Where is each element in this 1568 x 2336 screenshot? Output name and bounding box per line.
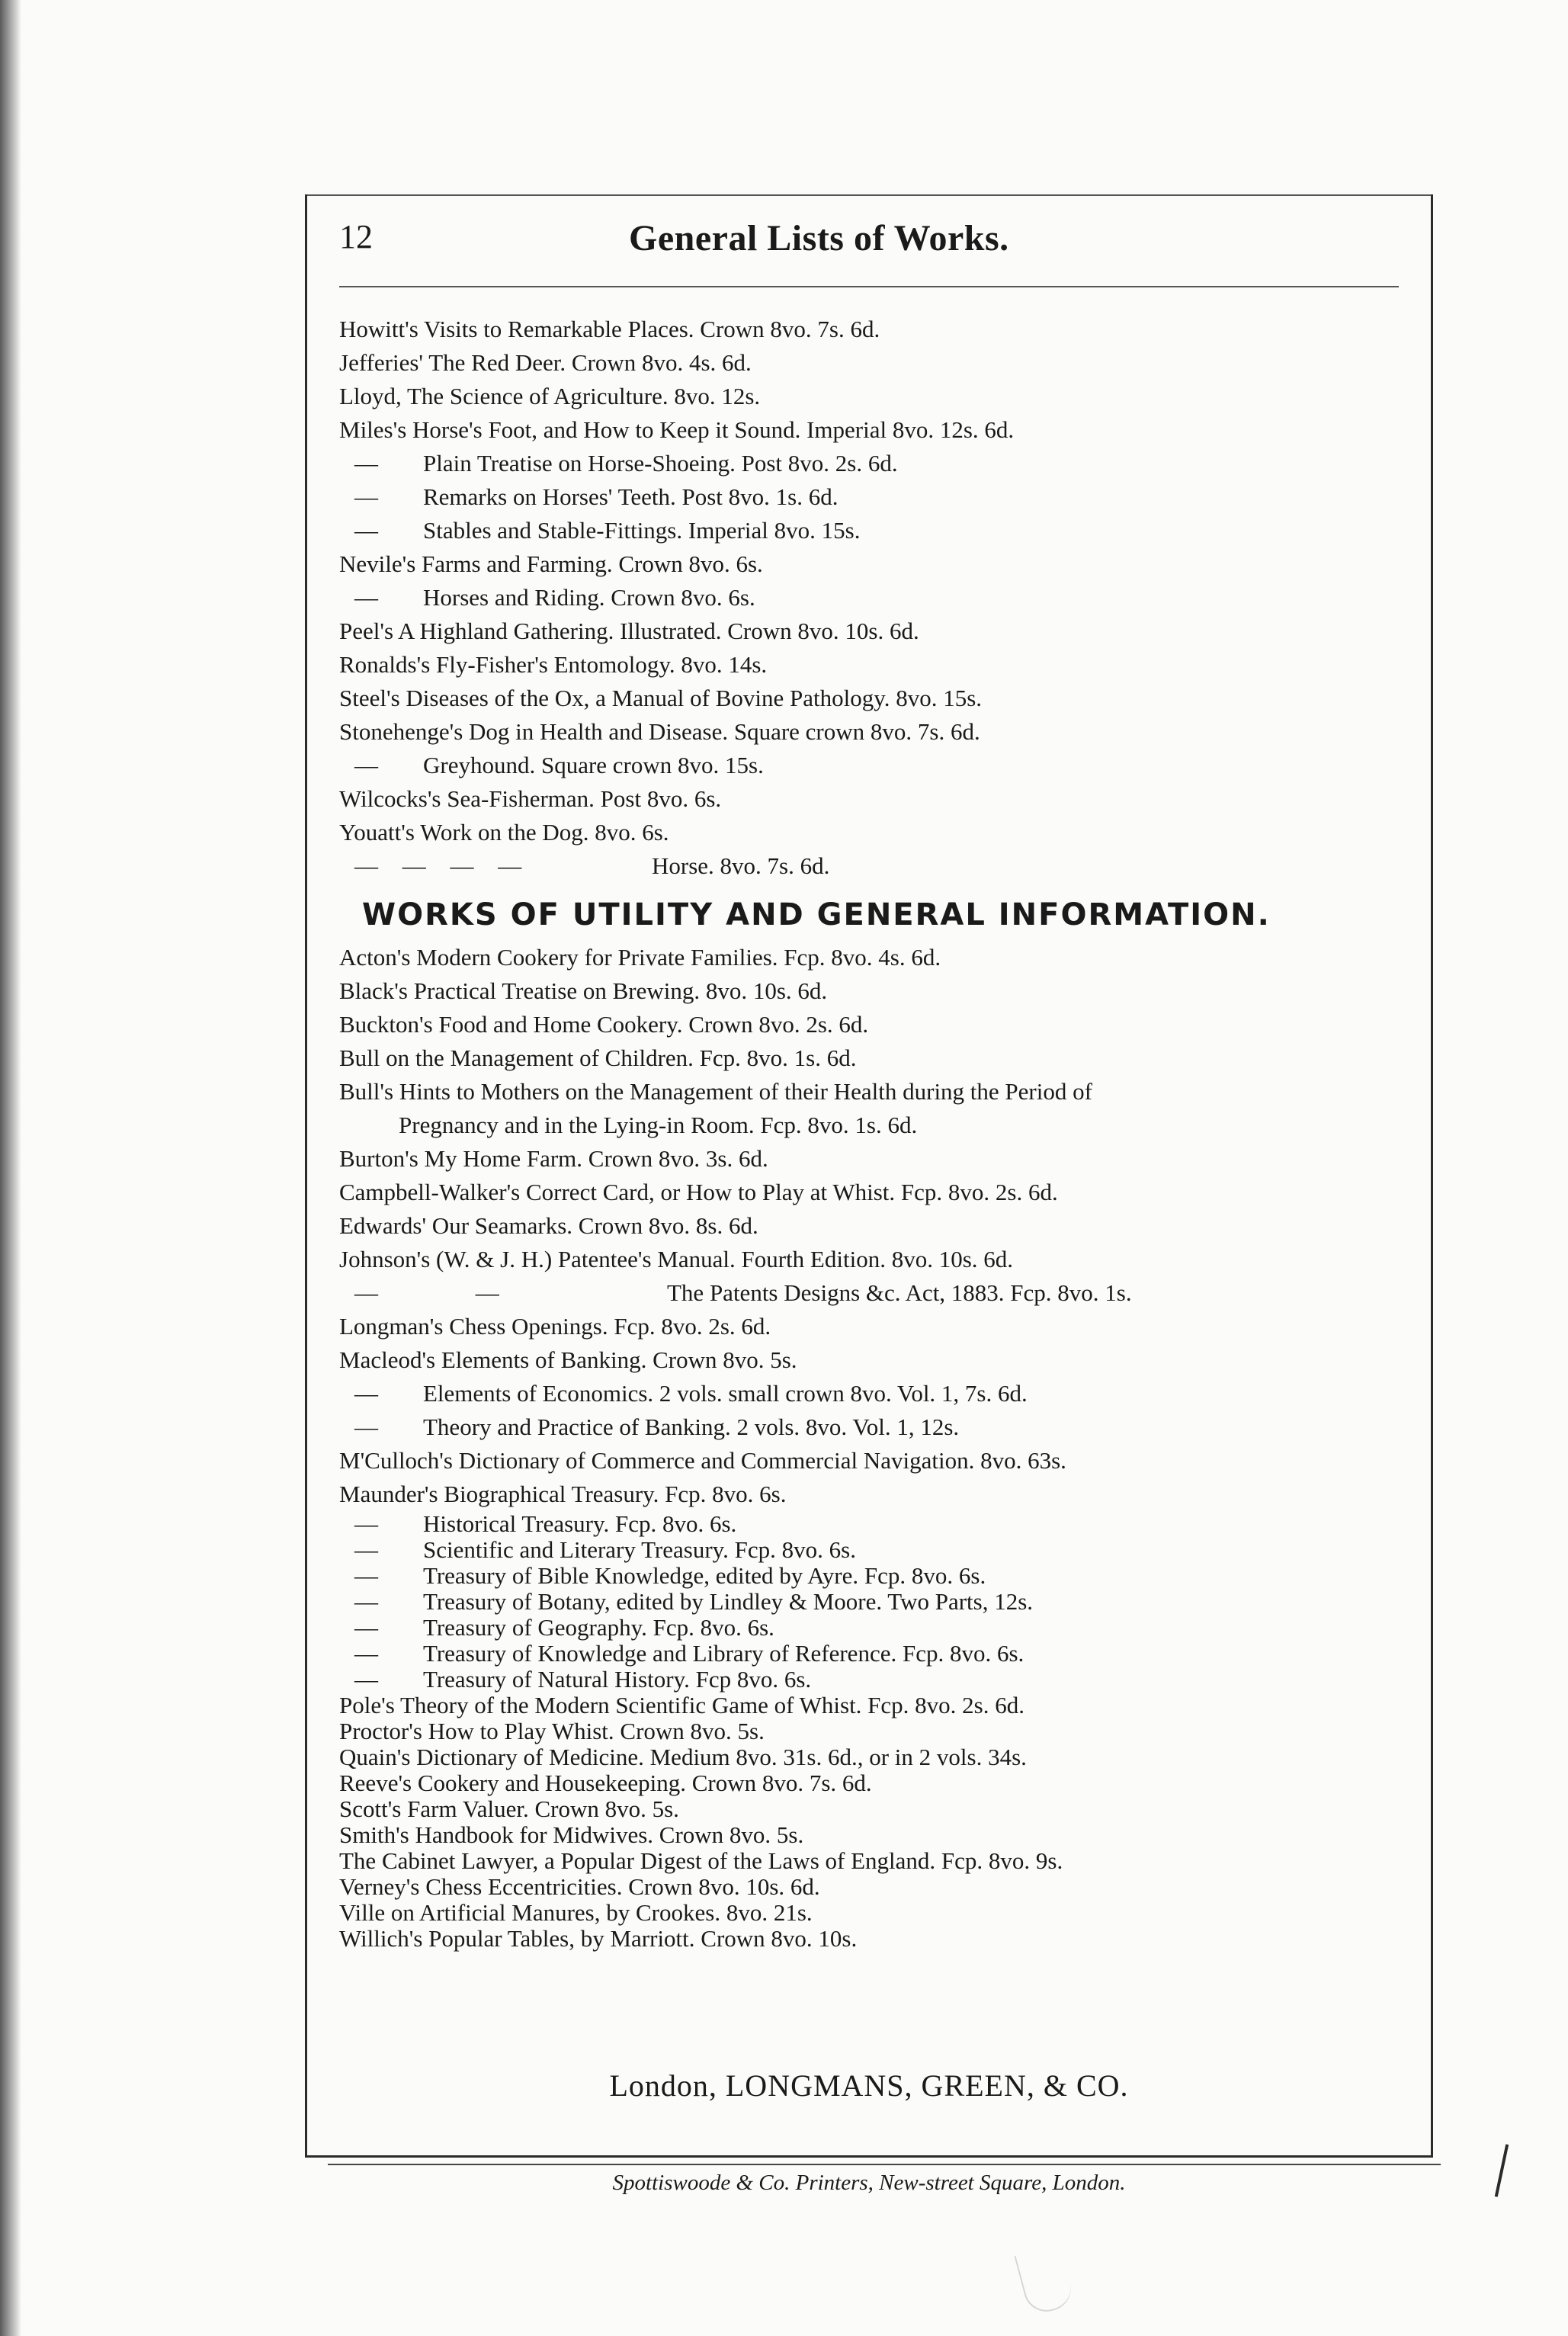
list-item bbox=[339, 413, 1422, 447]
ditto-dash: — bbox=[354, 1588, 378, 1615]
entry-text: Longman's Chess Openings. Fcp. 8vo. 2s. 6d. bbox=[339, 1313, 771, 1340]
list-item bbox=[339, 1377, 1422, 1410]
list-item bbox=[339, 1410, 1422, 1444]
entry-text: Quain's Dictionary of Medicine. Medium 8vo. 31s. 6d., or in 2 vols. 34s. bbox=[339, 1744, 1027, 1770]
entry-text: Proctor's How to Play Whist. Crown 8vo. 5s. bbox=[339, 1718, 765, 1744]
ditto-dash: — bbox=[354, 752, 378, 778]
list-item bbox=[339, 1770, 1422, 1796]
ditto-dash: — bbox=[354, 1413, 378, 1440]
ditto-dash: — bbox=[354, 483, 378, 510]
entry-text: Acton's Modern Cookery for Private Families. Fcp. 8vo. 4s. 6d. bbox=[339, 944, 941, 971]
page-header bbox=[339, 217, 1399, 278]
running-title: General Lists of Works. bbox=[629, 218, 1009, 258]
list-item bbox=[339, 1008, 1422, 1041]
ditto-dash: — — bbox=[354, 1279, 545, 1306]
list-item bbox=[339, 941, 1422, 974]
entry-text: Stonehenge's Dog in Health and Disease. Square crown 8vo. 7s. 6d. bbox=[339, 718, 980, 745]
list-item bbox=[339, 1310, 1422, 1343]
list-item bbox=[339, 313, 1422, 346]
entry-text: Edwards' Our Seamarks. Crown 8vo. 8s. 6d. bbox=[339, 1212, 758, 1239]
list-item bbox=[339, 1563, 1422, 1589]
entry-text: Macleod's Elements of Banking. Crown 8vo. 5s. bbox=[339, 1346, 797, 1373]
publisher-imprint: London, LONGMANS, GREEN, & CO. bbox=[609, 2068, 1129, 2103]
entry-text: Black's Practical Treatise on Brewing. 8vo. 10s. 6d. bbox=[339, 977, 828, 1004]
entry-text: Steel's Diseases of the Ox, a Manual of Bovine Pathology. 8vo. 15s. bbox=[339, 685, 983, 711]
ditto-dash: — bbox=[354, 1536, 378, 1563]
entry-text: Miles's Horse's Foot, and How to Keep it Sound. Imperial 8vo. 12s. 6d. bbox=[339, 416, 1015, 443]
entry-text: The Cabinet Lawyer, a Popular Digest of the Laws of England. Fcp. 8vo. 9s. bbox=[339, 1847, 1063, 1874]
list-item bbox=[339, 1176, 1422, 1209]
entry-text: Treasury of Geography. Fcp. 8vo. 6s. bbox=[423, 1614, 774, 1641]
list-item bbox=[339, 1589, 1422, 1615]
list-item bbox=[339, 1511, 1422, 1537]
page-number: 12 bbox=[339, 218, 373, 255]
list-item bbox=[339, 1343, 1422, 1377]
entry-text: Willich's Popular Tables, by Marriott. Crown 8vo. 10s. bbox=[339, 1925, 858, 1952]
list-item bbox=[339, 480, 1422, 514]
entry-text: Wilcocks's Sea-Fisherman. Post 8vo. 6s. bbox=[339, 785, 722, 812]
ditto-dash: — bbox=[354, 450, 378, 477]
entry-text: Lloyd, The Science of Agriculture. 8vo. 12s. bbox=[339, 383, 761, 409]
entry-text: Horse. 8vo. 7s. 6d. bbox=[652, 852, 830, 879]
entry-text: Scott's Farm Valuer. Crown 8vo. 5s. bbox=[339, 1795, 679, 1822]
list-item bbox=[339, 749, 1422, 782]
list-item bbox=[339, 614, 1422, 648]
list-two bbox=[339, 941, 1422, 1952]
ditto-dash: — bbox=[354, 1510, 378, 1537]
entry-text: Greyhound. Square crown 8vo. 15s. bbox=[423, 752, 764, 778]
list-item bbox=[339, 1041, 1422, 1075]
list-item bbox=[339, 715, 1422, 749]
entry-text: Horses and Riding. Crown 8vo. 6s. bbox=[423, 584, 755, 611]
entry-text: Campbell-Walker's Correct Card, or How to Play at Whist. Fcp. 8vo. 2s. 6d. bbox=[339, 1179, 1058, 1205]
ditto-dash: — bbox=[354, 1640, 378, 1667]
entry-text: Johnson's (W. & J. H.) Patentee's Manual. Fourth Edition. 8vo. 10s. 6d. bbox=[339, 1246, 1014, 1272]
list-item bbox=[339, 346, 1422, 380]
list-item bbox=[339, 1209, 1422, 1243]
entry-text: Plain Treatise on Horse-Shoeing. Post 8vo. 2s. 6d. bbox=[423, 450, 898, 477]
utility-section bbox=[339, 884, 1422, 1952]
list-item bbox=[339, 682, 1422, 715]
list-item bbox=[339, 380, 1422, 413]
printer-imprint: Spottiswoode & Co. Printers, New-street Square, London. bbox=[612, 2171, 1126, 2195]
list-item bbox=[339, 1718, 1422, 1744]
list-item bbox=[339, 648, 1422, 682]
entry-text: Remarks on Horses' Teeth. Post 8vo. 1s. 6d. bbox=[423, 483, 839, 510]
list-item bbox=[339, 1142, 1422, 1176]
list-item bbox=[339, 1615, 1422, 1641]
entry-text: Bull's Hints to Mothers on the Management of their Health during the Period of bbox=[339, 1078, 1092, 1105]
list-item bbox=[339, 1822, 1422, 1848]
entry-text: Nevile's Farms and Farming. Crown 8vo. 6s. bbox=[339, 550, 763, 577]
list-item bbox=[339, 1796, 1422, 1822]
list-item bbox=[339, 816, 1422, 849]
entry-text: Bull on the Management of Children. Fcp. 8vo. 1s. 6d. bbox=[339, 1044, 857, 1071]
section-heading: WORKS OF UTILITY AND GENERAL INFORMATION. bbox=[362, 897, 1271, 932]
faint-bleed-mark bbox=[1014, 2244, 1076, 2316]
entry-text: Maunder's Biographical Treasury. Fcp. 8vo. 6s. bbox=[339, 1481, 787, 1507]
entry-continuation: Pregnancy and in the Lying-in Room. Fcp. 8vo. 1s. 6d. bbox=[399, 1112, 918, 1138]
entry-text: The Patents Designs &c. Act, 1883. Fcp. 8vo. 1s. bbox=[667, 1279, 1132, 1306]
entry-text: Treasury of Bible Knowledge, edited by Ayre. Fcp. 8vo. 6s. bbox=[423, 1562, 986, 1589]
list-item bbox=[339, 1667, 1422, 1693]
entry-text: Buckton's Food and Home Cookery. Crown 8vo. 2s. 6d. bbox=[339, 1011, 869, 1038]
stray-pencil-mark bbox=[1495, 2144, 1509, 2196]
list-item bbox=[339, 1243, 1422, 1276]
ditto-dash: — bbox=[354, 1666, 378, 1693]
list-item bbox=[339, 581, 1422, 614]
entry-text: Pole's Theory of the Modern Scientific Game of Whist. Fcp. 8vo. 2s. 6d. bbox=[339, 1692, 1024, 1718]
entry-text: Theory and Practice of Banking. 2 vols. 8vo. Vol. 1, 12s. bbox=[423, 1413, 960, 1440]
entry-text: Elements of Economics. 2 vols. small crown 8vo. Vol. 1, 7s. 6d. bbox=[423, 1380, 1028, 1407]
list-item bbox=[339, 1444, 1422, 1478]
entry-text: Burton's My Home Farm. Crown 8vo. 3s. 6d. bbox=[339, 1145, 768, 1172]
entry-text: Treasury of Natural History. Fcp 8vo. 6s. bbox=[423, 1666, 812, 1693]
list-item bbox=[339, 1641, 1422, 1667]
header-rule bbox=[339, 286, 1399, 287]
list-one bbox=[339, 313, 1422, 883]
entry-text: Howitt's Visits to Remarkable Places. Crown 8vo. 7s. 6d. bbox=[339, 316, 880, 342]
list-item bbox=[339, 1693, 1422, 1718]
list-item bbox=[339, 1900, 1422, 1926]
ditto-dash: — bbox=[354, 1380, 378, 1407]
list-item bbox=[339, 1075, 1422, 1142]
list-item bbox=[339, 782, 1422, 816]
entry-text: Ronalds's Fly-Fisher's Entomology. 8vo. 14s. bbox=[339, 651, 768, 678]
list-item bbox=[339, 1848, 1422, 1874]
list-item bbox=[339, 1926, 1422, 1952]
entry-text: Jefferies' The Red Deer. Crown 8vo. 4s. 6d. bbox=[339, 349, 752, 376]
ditto-dash: — bbox=[354, 1614, 378, 1641]
list-item bbox=[339, 849, 1422, 883]
page-left-edge-shadow bbox=[0, 0, 21, 2336]
entry-text: Ville on Artificial Manures, by Crookes. 8vo. 21s. bbox=[339, 1899, 813, 1926]
list-item bbox=[339, 514, 1422, 547]
list-item bbox=[339, 1478, 1422, 1511]
entry-text: Smith's Handbook for Midwives. Crown 8vo. 5s. bbox=[339, 1821, 804, 1848]
entry-text: Peel's A Highland Gathering. Illustrated. Crown 8vo. 10s. 6d. bbox=[339, 618, 919, 644]
list-item bbox=[339, 1874, 1422, 1900]
ditto-dash: — bbox=[354, 1562, 378, 1589]
entry-text: Stables and Stable-Fittings. Imperial 8vo. 15s. bbox=[423, 517, 861, 544]
entry-text: Reeve's Cookery and Housekeeping. Crown 8vo. 7s. 6d. bbox=[339, 1770, 872, 1796]
ditto-dash: — bbox=[354, 517, 378, 544]
list-item bbox=[339, 547, 1422, 581]
entry-text: Historical Treasury. Fcp. 8vo. 6s. bbox=[423, 1510, 737, 1537]
entry-text: Treasury of Knowledge and Library of Reference. Fcp. 8vo. 6s. bbox=[423, 1640, 1024, 1667]
list-item bbox=[339, 974, 1422, 1008]
entry-text: Scientific and Literary Treasury. Fcp. 8vo. 6s. bbox=[423, 1536, 856, 1563]
ditto-dash: — — — — bbox=[354, 852, 531, 879]
list-item bbox=[339, 1537, 1422, 1563]
entry-text: Youatt's Work on the Dog. 8vo. 6s. bbox=[339, 819, 669, 846]
ditto-dash: — bbox=[354, 584, 378, 611]
entry-text: M'Culloch's Dictionary of Commerce and Commercial Navigation. 8vo. 63s. bbox=[339, 1447, 1066, 1474]
entry-text: Treasury of Botany, edited by Lindley & Moore. Two Parts, 12s. bbox=[423, 1588, 1034, 1615]
list-item bbox=[339, 1744, 1422, 1770]
list-item bbox=[339, 1276, 1422, 1310]
list-item bbox=[339, 447, 1422, 480]
entry-text: Verney's Chess Eccentricities. Crown 8vo. 10s. 6d. bbox=[339, 1873, 820, 1900]
